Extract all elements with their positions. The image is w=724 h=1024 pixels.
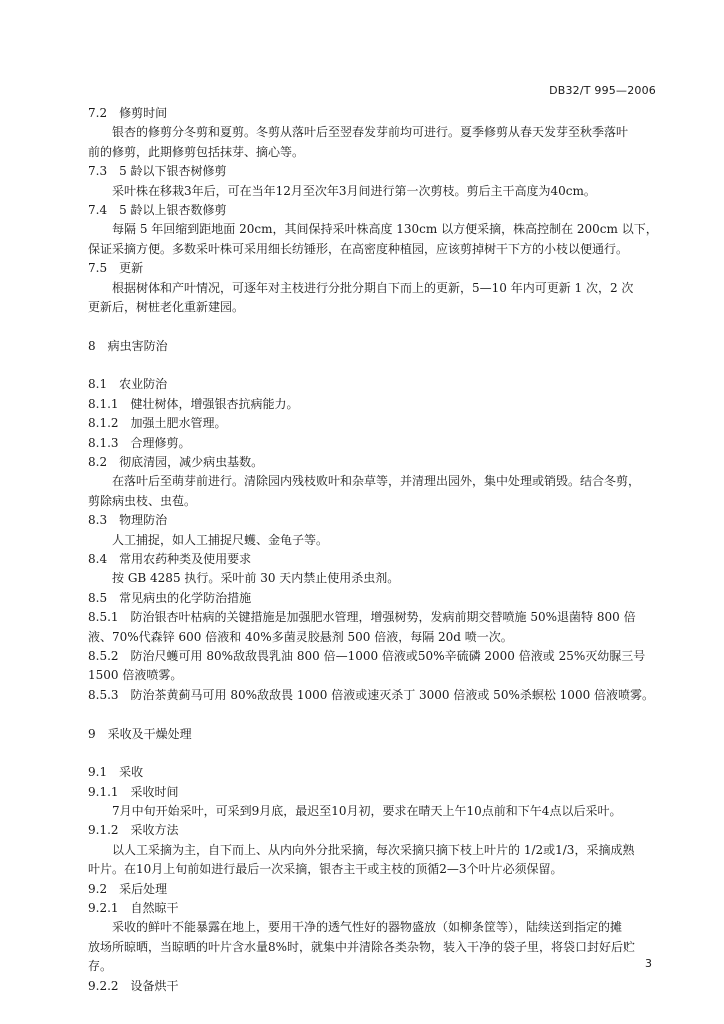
paragraph-line: 前的修剪，此期修剪包括抹芽、摘心等。: [88, 144, 305, 159]
paragraph-line: 1500 倍液喷雾。: [88, 668, 183, 683]
paragraph-line: 按 GB 4285 执行。采叶前 30 天内禁止使用杀虫剂。: [112, 571, 400, 586]
section-title: 修剪时间: [119, 106, 168, 120]
blank-line: [88, 705, 658, 724]
section-number: 8.1.2: [88, 416, 119, 431]
section-number: 8.5.1: [88, 610, 119, 625]
section-heading: [88, 608, 658, 627]
section-number: 9.2: [88, 881, 108, 896]
section-title: 防治茶黄蓟马可用 80%敌敌畏 1000 倍液或速灭杀丁 3000 倍液或 50%杀螟松 1000 倍液喷雾。: [130, 687, 655, 702]
section-number: 9.1: [88, 765, 108, 780]
section-heading: [88, 899, 658, 918]
section-title: 物理防治: [119, 513, 168, 528]
section-title: 采收时间: [130, 784, 179, 799]
section-title: 5 龄以上银杏数修剪: [119, 202, 227, 217]
section-heading: [88, 686, 658, 705]
section-title: 采收及干燥处理: [107, 726, 192, 741]
section-number: 9: [88, 726, 96, 741]
blank-line: [88, 317, 658, 336]
section-number: 8.1: [88, 377, 108, 392]
paragraph-line: 每隔 5 年回缩到距地面 20cm，其间保持采叶株高度 130cm 以方便采摘，株高控制在 200cm 以下，: [112, 222, 658, 237]
section-number: 7.3: [88, 164, 108, 179]
section-heading: [88, 395, 658, 414]
section-title: 5 龄以下银杏树修剪: [119, 164, 227, 179]
section-number: 8.3: [88, 513, 108, 528]
section-title: 健壮树体，增强银杏抗病能力。: [130, 396, 299, 411]
paragraph-line: 剪除病虫枝、虫苞。: [88, 493, 197, 508]
section-heading: [88, 550, 658, 569]
section-number: 8.5: [88, 590, 108, 605]
paragraph-line: 更新后，树桩老化重新建园。: [88, 299, 245, 314]
blank-line: [88, 744, 658, 763]
blank-line: [88, 356, 658, 375]
section-number: 8: [88, 338, 96, 353]
section-heading: [88, 337, 658, 356]
section-title: 彻底清园，减少病虫基数。: [119, 455, 264, 470]
section-title: 合理修剪。: [130, 435, 191, 450]
section-heading: [88, 453, 658, 472]
paragraph-line: 7月中旬开始采叶，可采到9月底，最迟至10月初，要求在晴天上午10点前和下午4点以后采叶。: [112, 804, 622, 819]
section-title: 采后处理: [119, 881, 168, 896]
section-number: 8.1.1: [88, 396, 119, 411]
section-heading: [88, 647, 658, 666]
section-heading: [88, 880, 658, 899]
section-title: 设备烘干: [130, 978, 179, 993]
section-number: 8.5.3: [88, 687, 119, 702]
section-heading: [88, 414, 658, 433]
section-heading: [88, 977, 658, 996]
paragraph-line: 在落叶后至萌芽前进行。清除园内残枝败叶和杂草等，并清理出园外，集中处理或销毁。结合冬剪，: [112, 474, 641, 489]
paragraph-line: 存。: [88, 959, 113, 974]
section-number: 8.4: [88, 551, 108, 566]
section-number: 8.5.2: [88, 648, 119, 663]
paragraph-line: 采叶株在移栽3年后，可在当年12月至次年3月间进行第一次剪枝。剪后主干高度为40cm。: [112, 183, 596, 198]
section-heading: [88, 589, 658, 608]
section-number: 8.2: [88, 455, 108, 470]
section-heading: [88, 104, 658, 123]
section-title: 防治尺蠖可用 80%敌敌畏乳油 800 倍—1000 倍液或50%辛硫磷 2000 倍液或 25%灭幼脲三号: [130, 648, 646, 663]
paragraph-line: 以人工采摘为主，自下而上、从内向外分批采摘，每次采摘只摘下枝上叶片的 1/2或1/3，采摘成熟: [112, 842, 635, 857]
section-number: 9.2.1: [88, 901, 119, 916]
section-title: 采收: [119, 765, 144, 780]
section-number: 7.2: [88, 106, 108, 120]
section-heading: [88, 375, 658, 394]
paragraph-line: 采收的鲜叶不能暴露在地上，要用干净的透气性好的器物盛放（如柳条筐等），陆续送到指定的摊: [112, 920, 623, 935]
section-heading: [88, 725, 658, 744]
section-heading: [88, 783, 658, 802]
paragraph-line: 叶片。在10月上旬前如进行最后一次采摘，银杏主干或主枝的顶循2—3个叶片必须保留。: [88, 862, 563, 877]
section-title: 常见病虫的化学防治措施: [119, 590, 252, 605]
section-title: 农业防治: [119, 377, 168, 392]
section-heading: [88, 201, 658, 220]
section-title: 更新: [119, 261, 144, 276]
section-title: 防治银杏叶枯病的关键措施是加强肥水管理，增强树势，发病前期交替喷施 50%退菌特 800 倍: [130, 610, 636, 625]
section-heading: [88, 434, 658, 453]
paragraph-line: 人工捕捉，如人工捕捉尺蠖、金龟子等。: [112, 532, 329, 547]
section-number: 9.1.1: [88, 784, 119, 799]
paragraph-line: 保证采摘方便。多数采叶株可采用细长纺锤形，在高密度种植园，应该剪掉树干下方的小枝以便通行。: [88, 241, 629, 256]
section-heading: [88, 821, 658, 840]
section-heading: [88, 511, 658, 530]
paragraph-line: 银杏的修剪分冬剪和夏剪。冬剪从落叶后至翌春发芽前均可进行。夏季修剪从春天发芽至秋季落叶: [112, 125, 629, 140]
standard-code: DB32/T 995—2006: [549, 84, 656, 97]
section-heading: [88, 162, 658, 181]
section-title: 加强土肥水管理。: [130, 416, 227, 431]
page-number: 3: [645, 957, 652, 970]
section-title: 采收方法: [130, 823, 179, 838]
section-number: 9.2.2: [88, 978, 119, 993]
section-title: 常用农药种类及使用要求: [119, 551, 252, 566]
paragraph-line: 根据树体和产叶情况，可逐年对主枝进行分批分期自下而上的更新，5—10 年内可更新 1 次，2 次: [112, 280, 634, 295]
paragraph-line: 放场所晾晒，当晾晒的叶片含水量8%时，就集中并清除各类杂物，装入干净的袋子里，将袋口封好后贮: [88, 939, 636, 954]
section-heading: [88, 259, 658, 278]
document-body: [88, 104, 658, 996]
section-number: 7.5: [88, 261, 108, 276]
section-number: 7.4: [88, 202, 108, 217]
section-number: 8.1.3: [88, 435, 119, 450]
section-title: 自然晾干: [130, 901, 179, 916]
section-title: 病虫害防治: [107, 338, 168, 353]
paragraph-line: 液、70%代森锌 600 倍液和 40%多菌灵胶悬剂 500 倍液，每隔 20d 喷一次。: [88, 629, 513, 644]
section-heading: [88, 763, 658, 782]
section-number: 9.1.2: [88, 823, 119, 838]
